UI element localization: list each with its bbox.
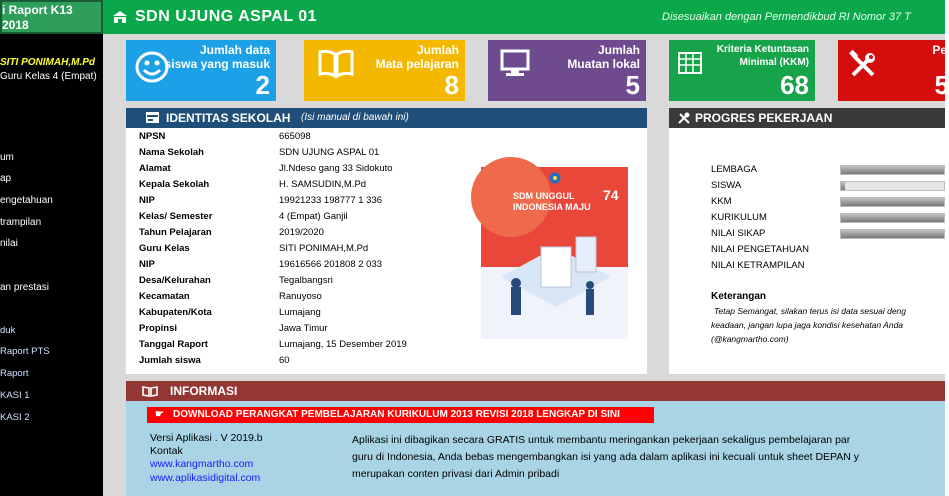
card-value: 5	[625, 70, 640, 100]
identitas-header	[126, 108, 647, 128]
wrench-icon	[678, 112, 691, 127]
card-jumlah-siswa	[126, 40, 276, 101]
card-value: 5	[934, 70, 949, 100]
card-label: Muatan lokal	[567, 57, 640, 71]
keterangan-line: (@kangmartho.com)	[711, 334, 789, 344]
identitas-row-label: NIP	[139, 259, 155, 270]
book-open-icon	[142, 385, 158, 400]
link-aplikasidigital[interactable]: www.aplikasidigital.com	[150, 472, 261, 484]
keterangan-line: Tetap Semangat, silakan terus isi data sesuai deng	[714, 306, 907, 316]
identitas-row-value: 60	[279, 355, 290, 366]
progress-bar-fill	[841, 182, 845, 190]
card-label: Jumlah data	[199, 43, 270, 57]
progres-item-label: LEMBAGA	[711, 164, 757, 175]
progress-bar-fill	[841, 230, 944, 238]
card-value: 68	[780, 70, 809, 100]
card-kkm	[669, 40, 815, 101]
poster-image	[481, 167, 628, 339]
version-text: Versi Aplikasi . V 2019.b	[150, 432, 263, 444]
progress-bar	[840, 197, 945, 207]
monitor-icon	[500, 48, 530, 78]
progres-header	[669, 108, 945, 128]
progres-item-label: NILAI KETRAMPILAN	[711, 260, 805, 271]
sidebar-menu-item[interactable]: um	[0, 152, 14, 163]
user-name: SITI PONIMAH,M.Pd	[0, 57, 95, 68]
card-label: Kriteria Ketuntasan	[716, 44, 809, 55]
school-icon	[112, 9, 128, 25]
identitas-row-value: Jawa Timur	[279, 323, 328, 334]
informasi-heading: INFORMASI	[170, 384, 238, 398]
sidebar-menu-item[interactable]: nilai	[0, 238, 18, 249]
hand-pointer-icon: ☛	[155, 409, 164, 420]
identitas-row-value: 665098	[279, 131, 311, 142]
sidebar-menu-item[interactable]: engetahuan	[0, 195, 53, 206]
identitas-row-label: NIP	[139, 195, 155, 206]
progress-bar-fill	[841, 166, 944, 174]
progress-bar	[840, 181, 945, 191]
user-role: Guru Kelas 4 (Empat)	[0, 71, 97, 82]
sidebar-menu-item[interactable]: Raport PTS	[0, 346, 50, 357]
identitas-row-value: 4 (Empat) Ganjil	[279, 211, 348, 222]
keterangan-line: keadaan, jangan lupa jaga kondisi kesehatan Anda	[711, 320, 904, 330]
sidebar-menu-item[interactable]: duk	[0, 325, 16, 336]
sidebar-menu-item[interactable]: an prestasi	[0, 282, 49, 293]
spreadsheet-icon	[677, 50, 703, 76]
sidebar-menu-item[interactable]: trampilan	[0, 217, 42, 228]
identitas-row-label: NPSN	[139, 131, 166, 142]
progress-bar	[840, 213, 945, 223]
app-title-line1: i Raport K13	[2, 3, 73, 17]
identitas-row-value: Lumajang, 15 Desember 2019	[279, 339, 407, 350]
progres-item-label: KURIKULUM	[711, 212, 767, 223]
poster-number: 74	[603, 187, 619, 203]
card-value: 2	[255, 70, 270, 100]
identitas-row-value: Jl.Ndeso gang 33 Sidokuto	[279, 163, 393, 174]
progress-bar	[840, 229, 945, 239]
sidebar-menu-item[interactable]: ap	[0, 173, 12, 184]
info-paragraph-line: Aplikasi ini dibagikan secara GRATIS untuk membantu meringankan pekerjaan sekaligus pembelajaran par	[352, 434, 851, 446]
progres-item-label: SISWA	[711, 180, 742, 191]
identitas-row-label: Nama Sekolah	[139, 147, 204, 158]
book-icon	[318, 48, 354, 80]
progress-bar-fill	[841, 198, 944, 206]
sidebar-menu-item[interactable]: Raport	[0, 368, 29, 379]
identitas-row-value: SITI PONIMAH,M.Pd	[279, 243, 369, 254]
identitas-row-value: 19921233 198777 1 336	[279, 195, 383, 206]
progres-item-label: NILAI PENGETAHUAN	[711, 244, 810, 255]
card-label: Jumlah	[416, 43, 459, 57]
poster-line1: SDM UNGGUL	[513, 191, 575, 201]
identitas-row-value: Ranuyoso	[279, 291, 322, 302]
identitas-row-label: Tahun Pelajaran	[139, 227, 212, 238]
poster-line2: INDONESIA MAJU	[513, 202, 591, 212]
app-title-cell	[0, 0, 103, 34]
identitas-row-label: Kepala Sekolah	[139, 179, 210, 190]
progres-heading: PROGRES PEKERJAAN	[695, 111, 833, 125]
sidebar-menu-item[interactable]: KASI 2	[0, 412, 30, 423]
identitas-row-label: Kelas/ Semester	[139, 211, 213, 222]
identitas-row-label: Guru Kelas	[139, 243, 190, 254]
card-label: Mata pelajaran	[375, 57, 459, 71]
identitas-row-value: SDN UJUNG ASPAL 01	[279, 147, 380, 158]
identitas-row-value: 19616566 201808 2 033	[279, 259, 383, 270]
kontak-label: Kontak	[150, 445, 183, 457]
info-paragraph-line: merupakan conten privasi dari Admin pribadi	[352, 468, 560, 480]
card-value: 8	[444, 70, 459, 100]
identitas-row-label: Jumlah siswa	[139, 355, 201, 366]
identitas-row-label: Desa/Kelurahan	[139, 275, 211, 286]
identitas-row-label: Tanggal Raport	[139, 339, 208, 350]
progress-bar-fill	[841, 214, 944, 222]
download-button[interactable]	[147, 407, 654, 423]
informasi-header	[126, 381, 945, 401]
identitas-heading: IDENTITAS SEKOLAH	[166, 111, 291, 125]
download-label: DOWNLOAD PERANGKAT PEMBELAJARAN KURIKULUM 2013 REVISI 2018 LENGKAP DI SINI	[173, 409, 620, 420]
identitas-row-label: Kabupaten/Kota	[139, 307, 212, 318]
card-mata-pelajaran	[304, 40, 465, 101]
identitas-row-label: Propinsi	[139, 323, 178, 334]
card-muatan-lokal	[488, 40, 646, 101]
card-label: Jumlah	[597, 43, 640, 57]
sidebar-menu-item[interactable]: KASI 1	[0, 390, 30, 401]
card-label: Pe	[932, 43, 947, 57]
card-pe	[838, 40, 949, 101]
identitas-row-label: Kecamatan	[139, 291, 190, 302]
tools-icon	[848, 50, 878, 80]
identitas-note: (Isi manual di bawah ini)	[301, 112, 409, 123]
identitas-row-value: H. SAMSUDIN,M.Pd	[279, 179, 367, 190]
link-kangmartho[interactable]: www.kangmartho.com	[150, 458, 254, 470]
identitas-row-value: Tegalbangsri	[279, 275, 333, 286]
identitas-row-label: Alamat	[139, 163, 171, 174]
info-paragraph-line: guru di Indonesia, Anda bebas mengembangkan isi yang ada dalam aplikasi ini kecuali untuk sheet DEPAN y	[352, 451, 860, 463]
card-label: Minimal (KKM)	[739, 57, 809, 68]
school-title: SDN UJUNG ASPAL 01	[135, 8, 318, 25]
keterangan-title: Keterangan	[711, 291, 767, 302]
progres-item-label: KKM	[711, 196, 732, 207]
app-title-line2: 2018	[2, 18, 29, 32]
identitas-row-value: 2019/2020	[279, 227, 324, 238]
identitas-row-value: Lumajang	[279, 307, 321, 318]
card-label: siswa yang masuk	[164, 57, 270, 71]
progress-bar	[840, 165, 945, 175]
header-subtitle: Disesuaikan dengan Permendikbud RI Nomor 37 T	[662, 11, 911, 23]
card-icon	[146, 112, 159, 126]
progres-item-label: NILAI SIKAP	[711, 228, 766, 239]
